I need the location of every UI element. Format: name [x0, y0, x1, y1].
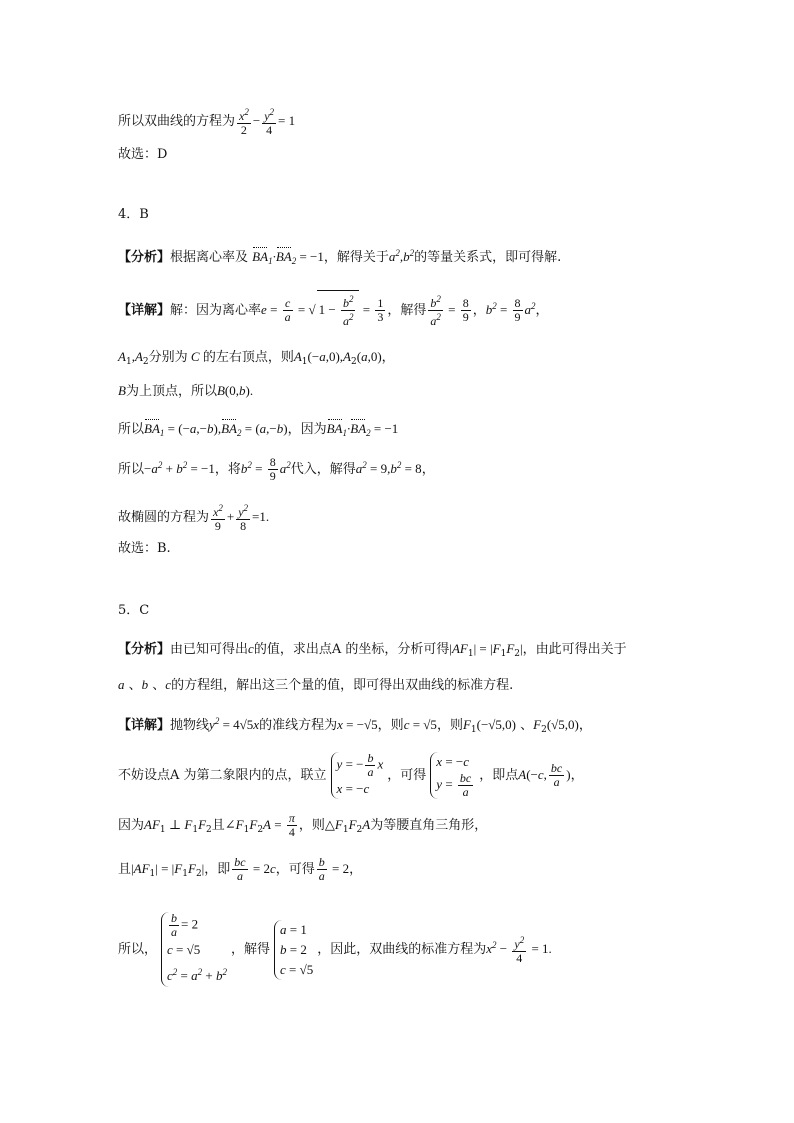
s5-perp-line: 因为$AF_1$ ⊥ $F_1F_2$且$\angle F_1F_2A$ = $\frac{\pi}{4}$ ，则$\triangle F_1F_2A$为等腰直角三角形， — [118, 811, 488, 839]
s4-vertices-line: $A_1,A_2$分别为 C 的左右顶点，则$A_1(-a,0),A_2(a,0)$， — [118, 349, 395, 367]
s4-detail: 【详解】解：因为离心率e = $\frac{c}{a}$ = √ 1 − $\frac{b^2}{a^2}$ = $\frac{1}{3}$ ，解得 $\frac{b^2}{a^2}$ = $\frac{8}{9}$ ，$b^2$ = $\frac{8}{9}$ $a^2$， — [118, 290, 549, 328]
s4-analysis: 【分析】根据离心率及 $BA_1\cdot BA_2 = -1$，解得关于$a^2,b^2$的等量关系式，即可得解. — [118, 248, 562, 266]
s5-system-line: 所以， $\frac{b}{a}$ = 2 c = √5 $c^2 = a^2 + b^2$，解得a = 1 b = 2 c = √5，因此，双曲线的标准方程为$x^2$ − $\frac{y^2}{4}$ = 1. — [118, 912, 552, 987]
s5-analysis-cont: a 、b 、c的方程组，解出这三个量的值，即可得出双曲线的标准方程. — [118, 677, 514, 693]
s4-top-vertex-line: B为上顶点，所以B(0,b). — [118, 383, 254, 399]
s5-detail: 【详解】抛物线$y^2 = 4√5x$的准线方程为x = −√5，则c = √5，则$F_1(-√5,0)$ 、$F_2(√5,0)$， — [118, 716, 592, 735]
s3-answer: 故选：D — [118, 147, 168, 162]
s4-substitution-line: 所以$-a^2 + b^2 = -1$，将$b^2$ = $\frac{8}{9}$ $a^2$代入，解得$a^2 = 9,b^2 = 8$， — [118, 455, 435, 483]
s4-vector-line: 所以$BA_1 = (-a,-b),BA_2 = (a,-b)$，因为$BA_1\cdot BA_2 = -1$ — [118, 421, 399, 438]
s3-equation-line: 所以双曲线的方程为 $\frac{x^2}{2}$ − $\frac{y^2}{4}$ = 1 — [118, 107, 296, 137]
s5-and-line: 且$|AF_1| = |F_1F_2|$，即 $\frac{bc}{a}$ = 2c，可得 $\frac{b}{a}$ = 2， — [118, 855, 363, 883]
s5-assume-line: 不妨设点A 为第二象限内的点，联立y = − $\frac{b}{a}$ x x = −c，可得x = −c y = $\frac{bc}{a}$ ，即点A(−c, $\frac{bc}{a}$ )， — [118, 751, 584, 799]
s4-heading: 4．B — [118, 207, 149, 222]
s4-answer: 故选：B. — [118, 541, 171, 556]
s4-ellipse-line: 故椭圆的方程为 $\frac{x^2}{9}$ + $\frac{y^2}{8}$ =1. — [118, 503, 270, 533]
frac-y2-4: $\frac{y^2}{4}$ — [264, 107, 275, 137]
s5-analysis: 【分析】由已知可得出c的值，求出点A 的坐标，分析可得$|AF_1| = |F_1F_2|$，由此可得出关于 — [118, 641, 627, 659]
s5-heading: 5．C — [118, 603, 150, 618]
frac-x2-2: $\frac{x^2}{2}$ — [239, 107, 249, 137]
